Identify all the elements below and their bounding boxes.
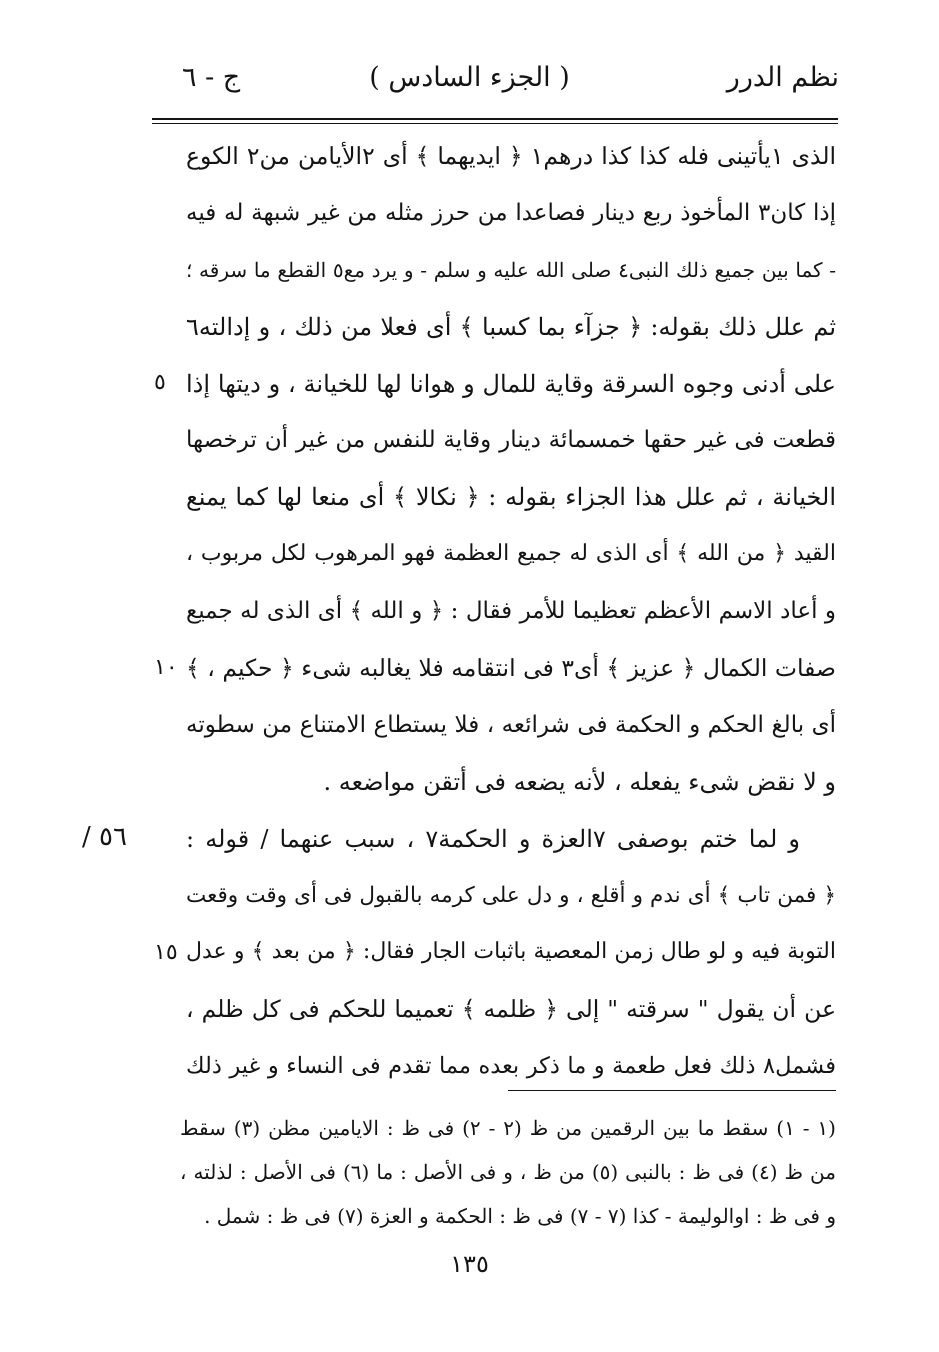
volume-label: ج - ٦ [182,62,241,93]
text-line: أى بالغ الحكم و الحكمة فى شرائعه ، فلا يستطاع الامتناع من سطوته [186,711,836,738]
text-line: الخيانة ، ثم علل هذا الجزاء بقوله : ﴿ نكالا ﴾ أى منعا لها كما يمنع [186,483,836,512]
text-line: القيد ﴿ من الله ﴾ أى الذى له جميع العظمة فهو المرهوب لكل مربوب ، [186,541,836,567]
text-line: - كما بين جميع ذلك النبى٤ صلى الله عليه و سلم - و يرد مع٥ القطع ما سرقه ؛ [186,257,836,282]
text-line: قطعت فى غير حقها خمسمائة دينار وقاية للنفس من غير أن ترخصها [186,427,836,454]
line-number-10: ١٠ [154,655,178,680]
line-number-5: ٥ [154,370,166,395]
text-line: على أدنى وجوه السرقة وقاية للمال و هوانا لها للخيانة ، و ديتها إذا [186,369,836,398]
footnote-line: (١ - ١) سقط ما بين الرقمين من ظ (٢ - ٢) فى ظ : الايامين مظن (٣) سقط [180,1116,836,1140]
footnote-line: من ظ (٤) فى ظ : بالنبى (٥) من ظ ، و فى الأصل : ما (٦) فى الأصل : لذلته ، [180,1160,836,1184]
line-number-15: ١٥ [154,940,178,965]
text-line: إذا كان٣ المأخوذ ربع دينار فصاعدا من حرز مثله من غير شبهة له فيه [186,199,836,226]
running-title: نظم الدرر [726,62,839,93]
text-line: صفات الكمال ﴿ عزيز ﴾ أى٣ فى انتقامه فلا يغالبه شىء ﴿ حكيم ، ﴾ [186,654,836,683]
text-line: التوبة فيه و لو طال زمن المعصية باثبات الجار فقال: ﴿ من بعد ﴾ و عدل [186,939,836,965]
header-rule [152,118,838,120]
part-label: ( الجزء السادس ) [369,62,570,93]
footnote-line: و فى ظ : اوالوليمة - كذا (٧ - ٧) فى ظ : الحكمة و العزة (٧) فى ظ : شمل . [204,1204,836,1228]
footnotes [180,1106,836,1238]
footnote-rule [508,1090,836,1091]
text-line: و لا نقض شىء يفعله ، لأنه يضعه فى أتقن مواضعه . [323,767,836,796]
text-line: فشمل٨ ذلك فعل طعمة و ما ذكر بعده مما تقدم فى النساء و غير ذلك [186,1053,836,1080]
page-number: ١٣٥ [450,1250,489,1278]
text-line: عن أن يقول " سرقته " إلى ﴿ ظلمه ﴾ تعميما للحكم فى كل ظلم ، [186,995,836,1024]
main-text [186,128,836,1095]
text-line: ﴿ فمن تاب ﴾ أى ندم و أقلع ، و دل على كرمه بالقبول فى أى وقت وقعت [186,882,836,908]
text-line: الذى ١يأتينى فله كذا كذا درهم١ ﴿ ايديهما ﴾ أى ٢الأيامن من٢ الكوع [186,142,836,170]
header-rule-thin [152,123,838,124]
text-line: و أعاد الاسم الأعظم تعظيما للأمر فقال : ﴿ و الله ﴾ أى الذى له جميع [186,598,836,625]
manuscript-folio-marker: / ٥٦ [82,822,127,852]
text-line: و لما ختم بوصفى ٧العزة و الحكمة٧ ، سبب عنهما / قوله : [186,824,800,853]
text-line: ثم علل ذلك بقوله: ﴿ جزآء بما كسبا ﴾ أى فعلا من ذلك ، و إدالته٦ [186,312,836,341]
